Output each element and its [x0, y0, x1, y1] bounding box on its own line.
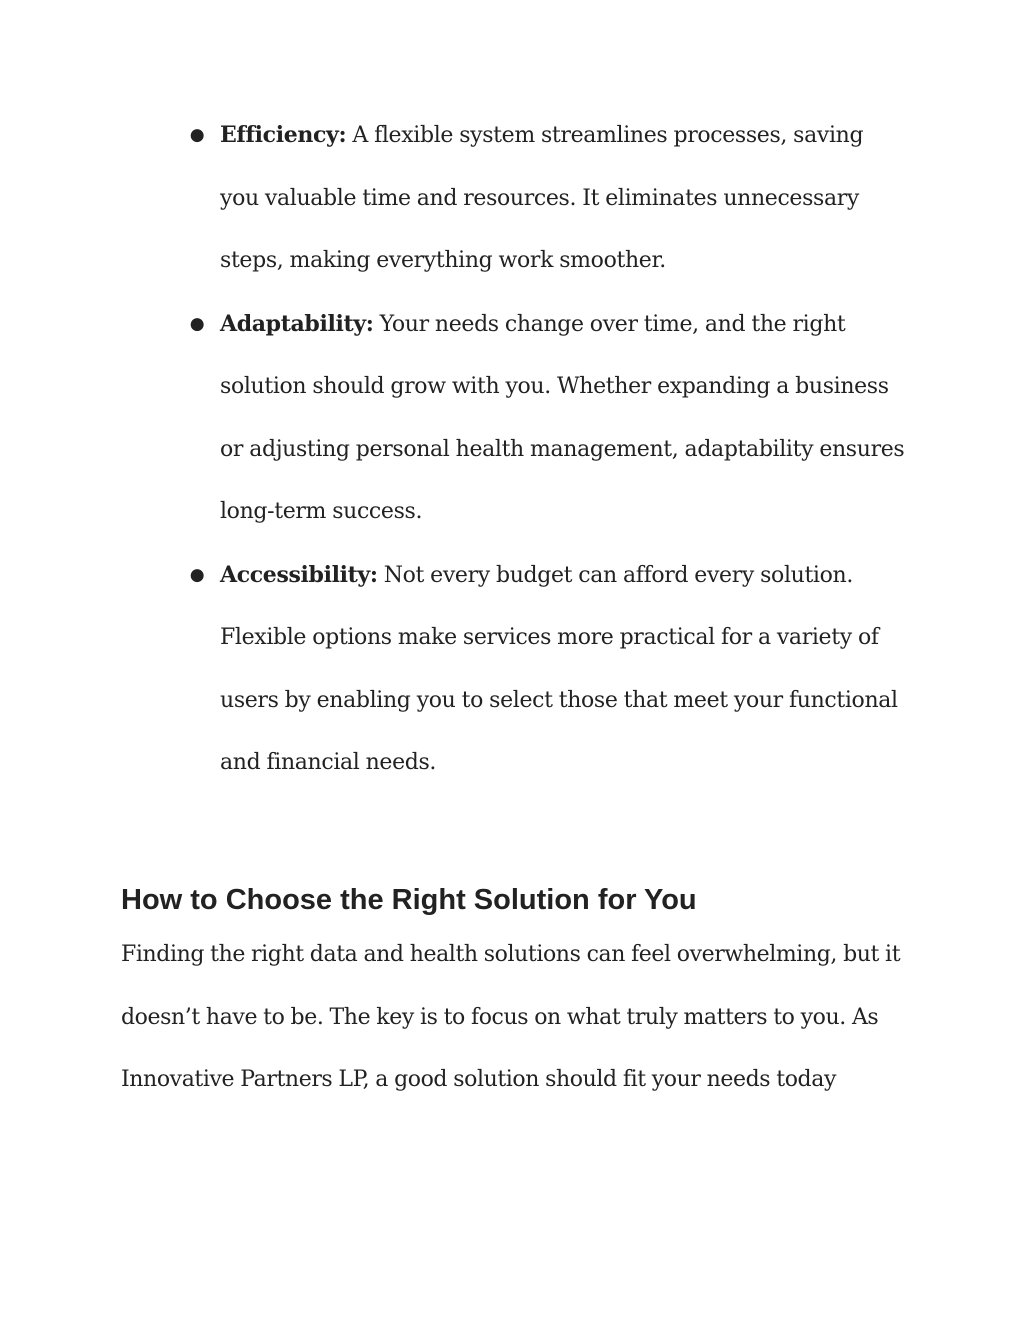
bullet-text: A flexible system streamlines processes, saving you valuable time and resources. It eliminates unnecessary steps, making everything work smoother. [220, 123, 864, 273]
bullet-text: Not every budget can afford every solution. Flexible options make services more practical for a variety of users by enabling you to select those that meet your functional and financial needs. [220, 562, 898, 775]
bullet-icon: ● [189, 125, 205, 145]
bullet-icon: ● [189, 564, 205, 585]
section-heading: How to Choose the Right Solution for You [121, 884, 697, 916]
list-item [187, 104, 907, 293]
body-paragraph: Finding the right data and health solutions can feel overwhelming, but it doesn’t have to be. The key is to focus on what truly matters to you. As Innovative Partners LP, a good solution should fit your needs today [121, 942, 901, 1092]
bullet-term: Efficiency: [220, 122, 347, 148]
bullet-icon: ● [189, 313, 205, 334]
bullet-term: Adaptability: [220, 310, 374, 337]
list-item [187, 293, 907, 544]
bullet-term: Accessibility: [220, 561, 378, 588]
benefits-list [187, 104, 907, 795]
bullet-text: Your needs change over time, and the right solution should grow with you. Whether expanding a business or adjusting personal health management, adaptability ensures long-term success. [220, 311, 905, 524]
list-item [187, 544, 907, 795]
